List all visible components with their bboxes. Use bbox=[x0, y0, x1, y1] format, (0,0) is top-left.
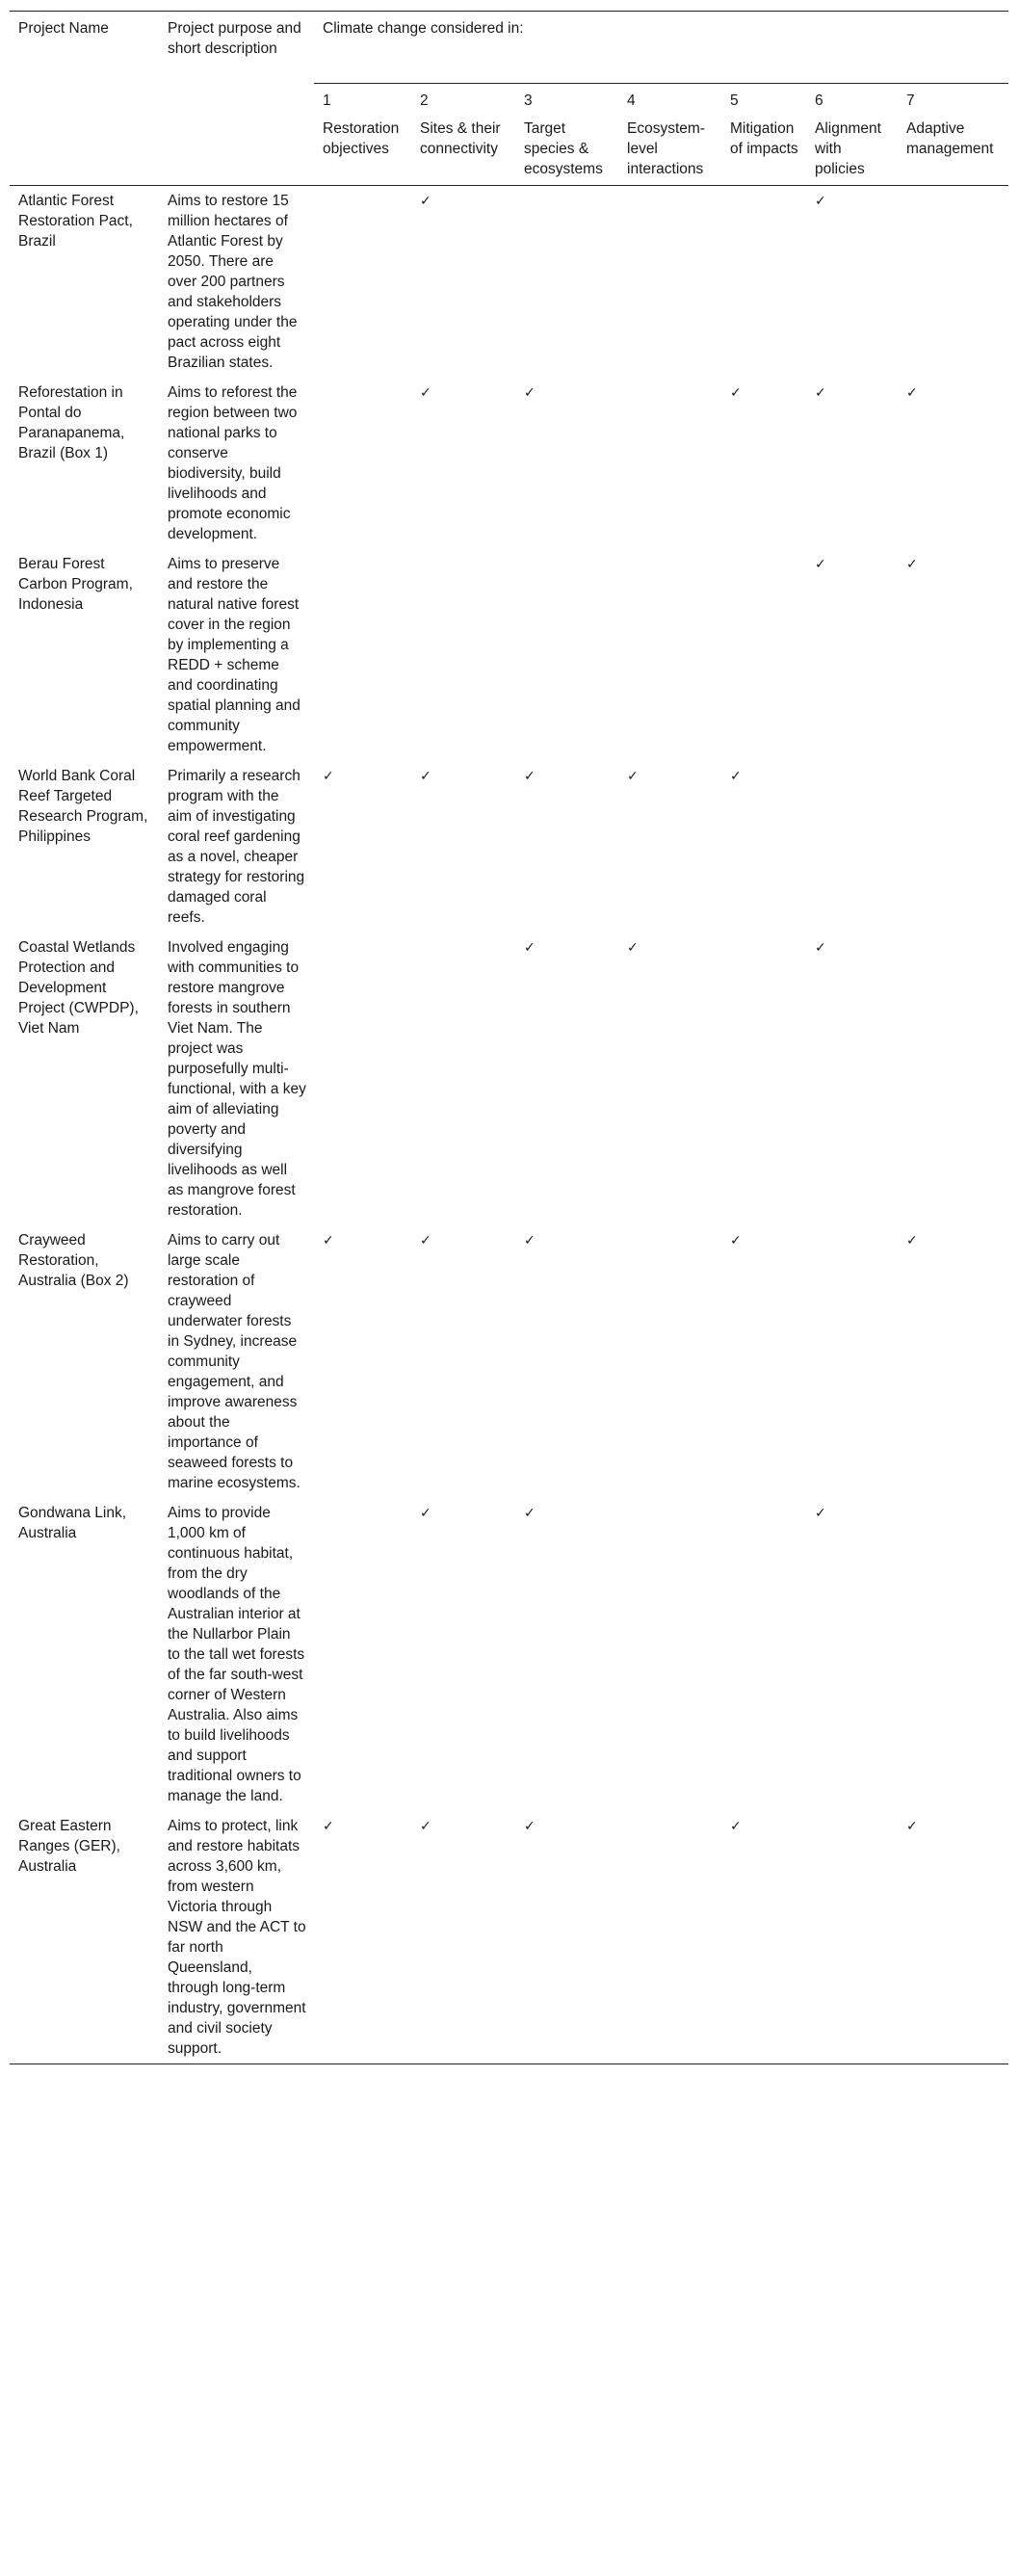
checkmark-icon: ✓ bbox=[815, 385, 826, 401]
criterion-7-cell bbox=[898, 378, 1008, 549]
table-row bbox=[10, 1498, 1008, 1811]
checkmark-icon: ✓ bbox=[906, 1233, 918, 1249]
header-criterion-7 bbox=[898, 84, 1008, 186]
project-name-cell: World Bank Coral Reef Targeted Research Program, Philippines bbox=[18, 768, 148, 845]
checkmark-icon: ✓ bbox=[524, 769, 536, 784]
checkmark-icon: ✓ bbox=[815, 194, 826, 209]
project-name-cell: Gondwana Link, Australia bbox=[18, 1505, 127, 1541]
criterion-6-cell bbox=[806, 761, 898, 933]
header-purpose: Project purpose and short description bbox=[159, 12, 314, 186]
checkmark-icon: ✓ bbox=[323, 1233, 334, 1249]
criterion-4-cell bbox=[618, 1498, 721, 1811]
table-body bbox=[10, 186, 1008, 2064]
criterion-5-cell bbox=[721, 378, 806, 549]
checkmark-icon: ✓ bbox=[815, 940, 826, 956]
criterion-label: Target species & ecosystems bbox=[524, 120, 603, 177]
header-criterion-2 bbox=[411, 84, 515, 186]
criterion-4-cell bbox=[618, 1811, 721, 2064]
project-description-cell: Involved engaging with communities to restore mangrove forests in southern Viet Nam. The project was purposefully multi-functional, with a key aim of alleviating poverty and diversifying livelihoods as well as mangrove forest restoration. bbox=[168, 939, 306, 1219]
table-row bbox=[10, 186, 1008, 379]
checkmark-icon: ✓ bbox=[730, 385, 742, 401]
header-climate-group: Climate change considered in: bbox=[314, 12, 1008, 84]
table-row bbox=[10, 378, 1008, 549]
checkmark-icon: ✓ bbox=[627, 769, 639, 784]
checkmark-icon: ✓ bbox=[627, 940, 639, 956]
criterion-5-cell bbox=[721, 1811, 806, 2064]
criterion-3-cell bbox=[515, 1225, 618, 1498]
criterion-5-cell bbox=[721, 761, 806, 933]
criterion-number: 7 bbox=[906, 92, 915, 109]
criterion-5-cell bbox=[721, 1498, 806, 1811]
criterion-4-cell bbox=[618, 933, 721, 1225]
criterion-label: Mitigation of impacts bbox=[730, 120, 798, 157]
project-name-cell: Reforestation in Pontal do Paranapanema, Brazil (Box 1) bbox=[18, 384, 125, 461]
criterion-2-cell bbox=[411, 186, 515, 379]
criterion-4-cell bbox=[618, 549, 721, 761]
criterion-label: Adaptive management bbox=[906, 120, 994, 157]
checkmark-icon: ✓ bbox=[420, 1233, 431, 1249]
projects-table bbox=[10, 11, 1008, 2064]
criterion-7-cell bbox=[898, 186, 1008, 379]
criterion-2-cell bbox=[411, 1225, 515, 1498]
criterion-3-cell bbox=[515, 549, 618, 761]
criterion-label: Sites & their connectivity bbox=[420, 120, 501, 157]
criterion-1-cell bbox=[314, 761, 411, 933]
criterion-6-cell bbox=[806, 1498, 898, 1811]
criterion-6-cell bbox=[806, 378, 898, 549]
criterion-4-cell bbox=[618, 378, 721, 549]
criterion-6-cell bbox=[806, 1225, 898, 1498]
criterion-1-cell bbox=[314, 933, 411, 1225]
criterion-3-cell bbox=[515, 761, 618, 933]
criterion-number: 4 bbox=[627, 92, 636, 109]
criterion-1-cell bbox=[314, 1811, 411, 2064]
criterion-5-cell bbox=[721, 1225, 806, 1498]
checkmark-icon: ✓ bbox=[420, 769, 431, 784]
table-header bbox=[10, 12, 1008, 186]
criterion-1-cell bbox=[314, 549, 411, 761]
header-criterion-4 bbox=[618, 84, 721, 186]
criterion-number: 5 bbox=[730, 92, 739, 109]
criterion-7-cell bbox=[898, 933, 1008, 1225]
criterion-2-cell bbox=[411, 549, 515, 761]
criterion-1-cell bbox=[314, 186, 411, 379]
criterion-7-cell bbox=[898, 1498, 1008, 1811]
project-description-cell: Aims to preserve and restore the natural native forest cover in the region by implementing a REDD + scheme and coordinating spatial planning and community empowerment. bbox=[168, 556, 300, 754]
project-name-cell: Berau Forest Carbon Program, Indonesia bbox=[18, 556, 133, 613]
criterion-number: 1 bbox=[323, 92, 331, 109]
checkmark-icon: ✓ bbox=[524, 385, 536, 401]
header-criterion-6 bbox=[806, 84, 898, 186]
checkmark-icon: ✓ bbox=[420, 194, 431, 209]
project-name-cell: Atlantic Forest Restoration Pact, Brazil bbox=[10, 186, 159, 379]
checkmark-icon: ✓ bbox=[420, 1506, 431, 1521]
criterion-2-cell bbox=[411, 1811, 515, 2064]
project-description-cell: Aims to reforest the region between two national parks to conserve biodiversity, build livelihoods and promote economic development. bbox=[168, 384, 298, 542]
checkmark-icon: ✓ bbox=[524, 940, 536, 956]
criterion-1-cell bbox=[314, 1225, 411, 1498]
checkmark-icon: ✓ bbox=[730, 1819, 742, 1834]
project-description-cell: Primarily a research program with the aim of investigating coral reef gardening as a novel, cheaper strategy for restoring damaged coral reefs. bbox=[168, 768, 305, 926]
checkmark-icon: ✓ bbox=[730, 1233, 742, 1249]
checkmark-icon: ✓ bbox=[906, 385, 918, 401]
criterion-number: 6 bbox=[815, 92, 823, 109]
criterion-3-cell bbox=[515, 933, 618, 1225]
criterion-7-cell bbox=[898, 761, 1008, 933]
criterion-number: 3 bbox=[524, 92, 533, 109]
table-row bbox=[10, 1225, 1008, 1498]
criterion-1-cell bbox=[314, 378, 411, 549]
criterion-1-cell bbox=[314, 1498, 411, 1811]
criterion-4-cell bbox=[618, 761, 721, 933]
project-name-cell: Crayweed Restoration, Australia (Box 2) bbox=[18, 1232, 129, 1289]
criterion-label: Ecosystem-level interactions bbox=[627, 120, 705, 177]
criterion-3-cell bbox=[515, 186, 618, 379]
header-criterion-3 bbox=[515, 84, 618, 186]
criterion-label: Alignment with policies bbox=[815, 120, 881, 177]
criterion-label: Restoration objectives bbox=[323, 120, 400, 157]
checkmark-icon: ✓ bbox=[815, 557, 826, 572]
criterion-2-cell bbox=[411, 761, 515, 933]
header-criterion-5 bbox=[721, 84, 806, 186]
criterion-4-cell bbox=[618, 1225, 721, 1498]
criterion-5-cell bbox=[721, 186, 806, 379]
project-description-cell: Aims to restore 15 million hectares of Atlantic Forest by 2050. There are over 200 partners and stakeholders operating under the pact across eight Brazilian states. bbox=[159, 186, 314, 379]
header-criterion-1 bbox=[314, 84, 411, 186]
checkmark-icon: ✓ bbox=[524, 1819, 536, 1834]
criterion-6-cell bbox=[806, 186, 898, 379]
table-row bbox=[10, 933, 1008, 1225]
criterion-2-cell bbox=[411, 1498, 515, 1811]
criterion-5-cell bbox=[721, 549, 806, 761]
table-row bbox=[10, 1811, 1008, 2064]
checkmark-icon: ✓ bbox=[906, 1819, 918, 1834]
criterion-7-cell bbox=[898, 549, 1008, 761]
checkmark-icon: ✓ bbox=[323, 1819, 334, 1834]
criterion-5-cell bbox=[721, 933, 806, 1225]
checkmark-icon: ✓ bbox=[815, 1506, 826, 1521]
checkmark-icon: ✓ bbox=[323, 769, 334, 784]
criterion-3-cell bbox=[515, 1811, 618, 2064]
project-name-cell: Great Eastern Ranges (GER), Australia bbox=[10, 1811, 159, 2064]
checkmark-icon: ✓ bbox=[420, 385, 431, 401]
checkmark-icon: ✓ bbox=[524, 1233, 536, 1249]
criterion-6-cell bbox=[806, 1811, 898, 2064]
criterion-7-cell bbox=[898, 1811, 1008, 2064]
criterion-number: 2 bbox=[420, 92, 429, 109]
checkmark-icon: ✓ bbox=[420, 1819, 431, 1834]
checkmark-icon: ✓ bbox=[524, 1506, 536, 1521]
checkmark-icon: ✓ bbox=[906, 557, 918, 572]
criterion-2-cell bbox=[411, 378, 515, 549]
project-description-cell: Aims to provide 1,000 km of continuous habitat, from the dry woodlands of the Australian interior at the Nullarbor Plain to the tall wet forests of the far south-west corner of Western Australia. Also aims to build livelihoods and support traditional owners to manage the land. bbox=[168, 1505, 305, 1804]
table-row bbox=[10, 761, 1008, 933]
criterion-6-cell bbox=[806, 933, 898, 1225]
criterion-7-cell bbox=[898, 1225, 1008, 1498]
project-description-cell: Aims to carry out large scale restoration of crayweed underwater forests in Sydney, increase community engagement, and improve awareness about the importance of seaweed forests to marine ecosystems. bbox=[168, 1232, 300, 1491]
header-project-name: Project Name bbox=[10, 12, 159, 186]
project-name-cell: Coastal Wetlands Protection and Development Project (CWPDP), Viet Nam bbox=[18, 939, 139, 1037]
criterion-4-cell bbox=[618, 186, 721, 379]
criterion-6-cell bbox=[806, 549, 898, 761]
checkmark-icon: ✓ bbox=[730, 769, 742, 784]
criterion-3-cell bbox=[515, 1498, 618, 1811]
criterion-3-cell bbox=[515, 378, 618, 549]
criterion-2-cell bbox=[411, 933, 515, 1225]
table-row bbox=[10, 549, 1008, 761]
project-description-cell: Aims to protect, link and restore habitats across 3,600 km, from western Victoria through NSW and the ACT to far north Queensland, through long-term industry, government and civil society support. bbox=[159, 1811, 314, 2064]
